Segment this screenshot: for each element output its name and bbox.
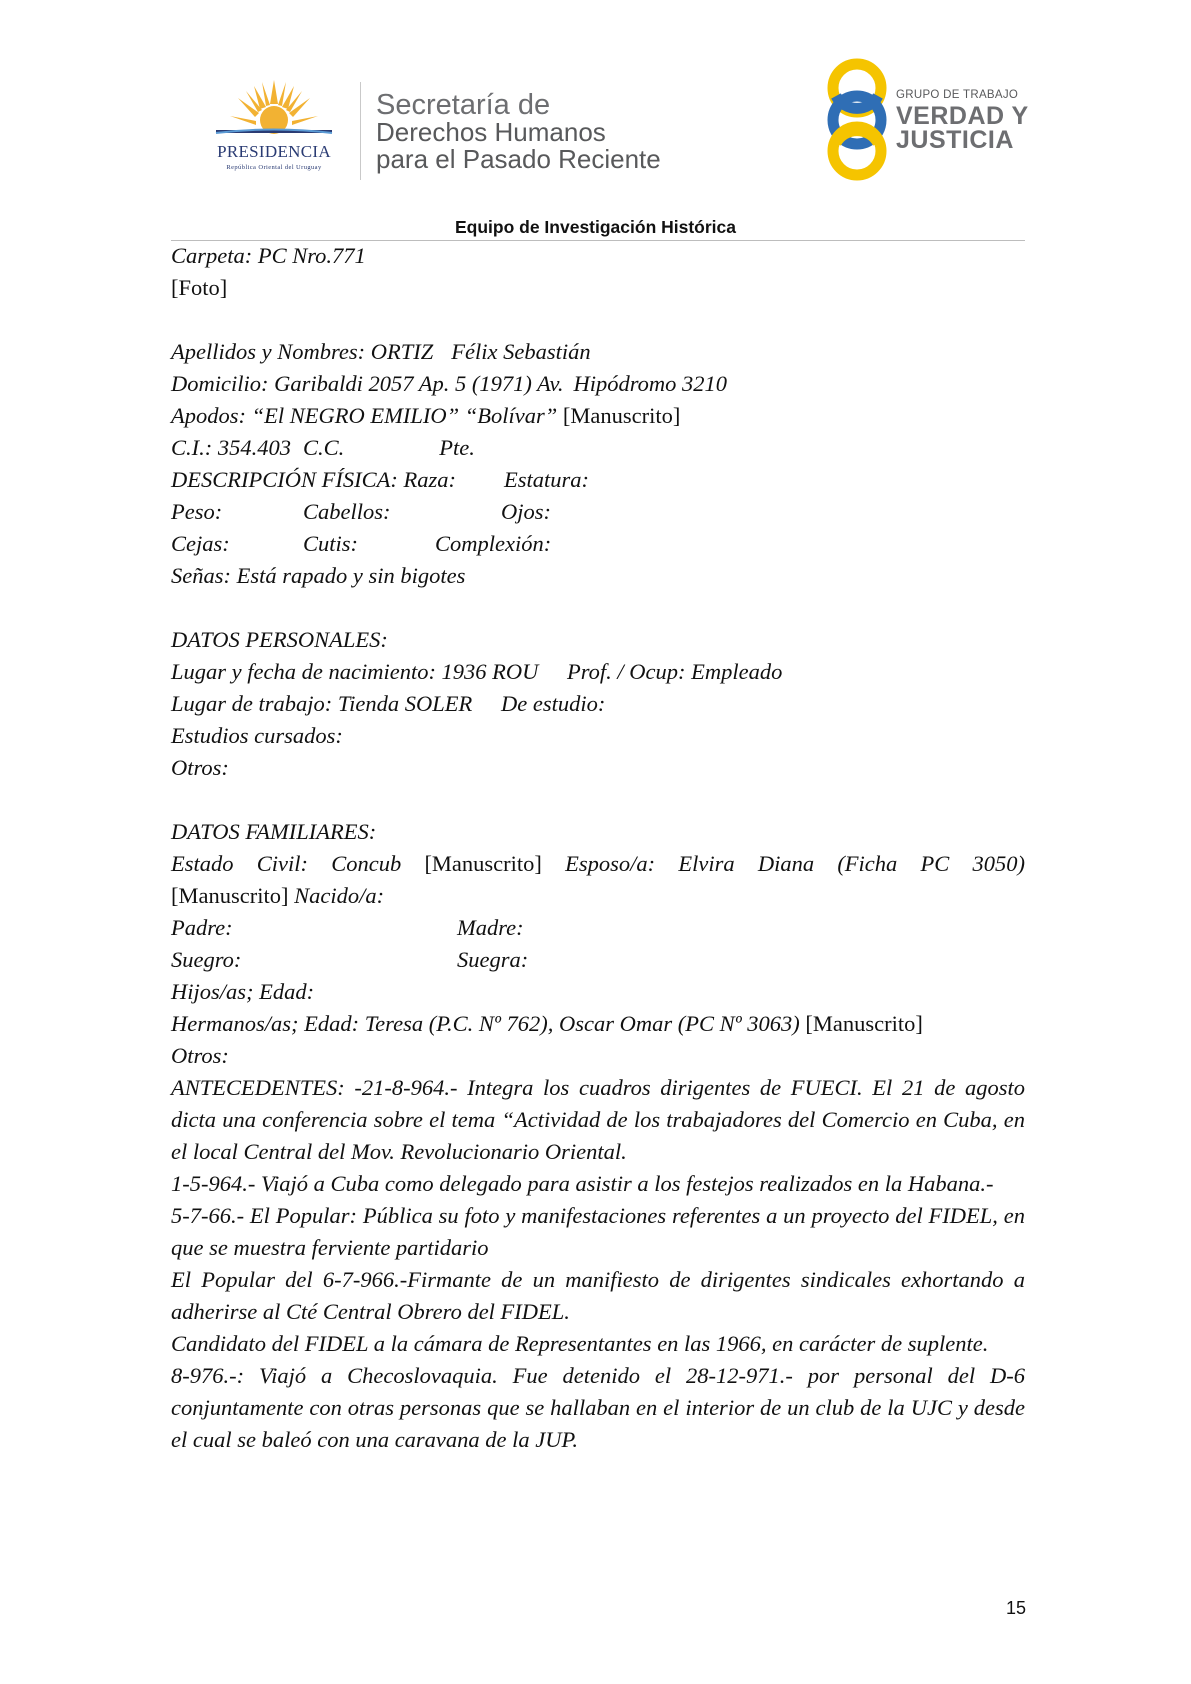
page-number: 15 bbox=[1006, 1598, 1027, 1618]
secretaria-line2: Derechos Humanos bbox=[376, 117, 606, 147]
antecedente-entry bbox=[171, 1168, 1025, 1200]
spacer bbox=[171, 784, 1025, 816]
estado-civil-text: Estado Civil: Concub bbox=[171, 851, 402, 876]
antecedente-entry bbox=[171, 1200, 1025, 1264]
apellidos-label: Apellidos y Nombres: ORTIZ bbox=[171, 339, 434, 364]
nacido-text: Nacido/a: bbox=[294, 883, 385, 908]
sun-emblem-icon bbox=[196, 80, 352, 142]
verdad-justicia-logo bbox=[822, 56, 1029, 182]
cc-text: C.C. bbox=[303, 435, 345, 460]
carpeta-line bbox=[171, 240, 1025, 272]
presidencia-title: PRESIDENCIA bbox=[217, 142, 331, 161]
suegro-line bbox=[171, 944, 1025, 976]
foto-line bbox=[171, 272, 1025, 304]
presidencia-logo bbox=[196, 80, 352, 180]
suegra-label: Suegra: bbox=[457, 947, 529, 972]
padre-line bbox=[171, 912, 1025, 944]
otros-text: Otros: bbox=[171, 755, 229, 780]
nacimiento-text: Lugar y fecha de nacimiento: 1936 ROU bbox=[171, 659, 539, 684]
spacer bbox=[171, 304, 1025, 336]
foto-text: [Foto] bbox=[171, 275, 228, 300]
antecedente-text: 8-976.-: Viajó a Checoslovaquia. Fue detenido el 28-12-971.- por personal del D-6 conjuntamente con otras personas que se hallaban en el interior de un club de la UJC y desde el cual se baleó con una caravana de la JUP. bbox=[171, 1363, 1025, 1452]
ojos-label: Ojos: bbox=[501, 499, 551, 524]
justicia-label: JUSTICIA bbox=[896, 126, 1014, 154]
record-body bbox=[171, 240, 1025, 1456]
carpeta-text: Carpeta: PC Nro.771 bbox=[171, 243, 366, 268]
secretaria-line1: Secretaría de bbox=[376, 89, 551, 121]
estado-civil-note: [Manuscrito] bbox=[424, 851, 542, 876]
antecedentes-paragraph bbox=[171, 1072, 1025, 1168]
apellidos-value: Félix Sebastián bbox=[451, 339, 591, 364]
hijos-line bbox=[171, 976, 1025, 1008]
nacido-line bbox=[171, 880, 1025, 912]
pte-text: Pte. bbox=[439, 435, 475, 460]
antecedente-entry bbox=[171, 1328, 1025, 1360]
apodos-line bbox=[171, 400, 1025, 432]
esposo-text: Esposo/a: Elvira Diana (Ficha PC 3050) bbox=[565, 851, 1025, 876]
domicilio-line bbox=[171, 368, 1025, 400]
ci-text: C.I.: 354.403 bbox=[171, 435, 291, 460]
datos-familiares-heading bbox=[171, 816, 1025, 848]
antecedente-text: 1-5-964.- Viajó a Cuba como delegado para asistir a los festejos realizados en la Habana.- bbox=[171, 1171, 994, 1196]
secretaria-line3: para el Pasado Reciente bbox=[376, 144, 661, 174]
domicilio-label: Domicilio: Garibaldi 2057 Ap. 5 (1971) Av. bbox=[171, 371, 564, 396]
domicilio-value: Hipódromo 3210 bbox=[573, 371, 728, 396]
datos-personales-heading bbox=[171, 624, 1025, 656]
estudios-text: Estudios cursados: bbox=[171, 723, 343, 748]
hermanos-text: Hermanos/as; Edad: Teresa (P.C. Nº 762), Oscar Omar (PC Nº 3063) bbox=[171, 1011, 800, 1036]
hermanos-note: [Manuscrito] bbox=[805, 1011, 923, 1036]
apodos-label: Apodos: “El NEGRO EMILIO” “Bolívar” bbox=[171, 403, 558, 428]
antecedente-text: Candidato del FIDEL a la cámara de Representantes en las 1966, en carácter de suplente. bbox=[171, 1331, 989, 1356]
cejas-line bbox=[171, 528, 1025, 560]
antecedente-text: 5-7-66.- El Popular: Pública su foto y manifestaciones referentes a un proyecto del FIDEL, en que se muestra ferviente partidario bbox=[171, 1203, 1025, 1260]
trabajo-text: Lugar de trabajo: Tienda SOLER bbox=[171, 691, 473, 716]
estado-civil-line bbox=[171, 848, 1025, 880]
ci-line bbox=[171, 432, 1025, 464]
verdad-label: VERDAD Y bbox=[896, 102, 1029, 130]
madre-label: Madre: bbox=[457, 915, 524, 940]
presidencia-subtitle: República Oriental del Uruguay bbox=[226, 164, 322, 171]
estudios-line bbox=[171, 720, 1025, 752]
cutis-label: Cutis: bbox=[303, 531, 359, 556]
datos-personales-text: DATOS PERSONALES: bbox=[171, 627, 388, 652]
team-title: Equipo de Investigación Histórica bbox=[454, 217, 737, 237]
estudio-text: De estudio: bbox=[501, 691, 606, 716]
trabajo-line bbox=[171, 688, 1025, 720]
complexion-label: Complexión: bbox=[435, 531, 552, 556]
cejas-label: Cejas: bbox=[171, 531, 230, 556]
antecedentes-text: ANTECEDENTES: -21-8-964.- Integra los cuadros dirigentes de FUECI. El 21 de agosto dicta una conferencia sobre el tema “Actividad de los trabajadores del Comercio en Cuba, en el local Central del Mov. Revolucionario Oriental. bbox=[171, 1075, 1025, 1164]
antecedente-text: El Popular del 6-7-966.-Firmante de un manifiesto de dirigentes sindicales exhortando a adherirse al Cté Central Obrero del FIDEL. bbox=[171, 1267, 1025, 1324]
descripcion-line bbox=[171, 464, 1025, 496]
otros-line bbox=[171, 752, 1025, 784]
senas-line bbox=[171, 560, 1025, 592]
hijos-text: Hijos/as; Edad: bbox=[171, 979, 315, 1004]
cabellos-label: Cabellos: bbox=[303, 499, 391, 524]
senas-text: Señas: Está rapado y sin bigotes bbox=[171, 563, 466, 588]
estatura-label: Estatura: bbox=[503, 467, 589, 492]
esposo-note: [Manuscrito] bbox=[171, 883, 289, 908]
secretaria-logo-text bbox=[376, 89, 661, 174]
otros-familiares-text: Otros: bbox=[171, 1043, 229, 1068]
hermanos-line bbox=[171, 1008, 1025, 1040]
antecedente-entry bbox=[171, 1264, 1025, 1328]
apodos-note: [Manuscrito] bbox=[562, 403, 681, 428]
otros-familiares-line bbox=[171, 1040, 1025, 1072]
antecedente-entry bbox=[171, 1360, 1025, 1456]
descripcion-label: DESCRIPCIÓN FÍSICA: Raza: bbox=[171, 467, 456, 492]
apellidos-line bbox=[171, 336, 1025, 368]
linked-rings-icon bbox=[822, 56, 892, 182]
suegro-label: Suegro: bbox=[171, 947, 242, 972]
datos-familiares-text: DATOS FAMILIARES: bbox=[171, 819, 377, 844]
profesion-text: Prof. / Ocup: Empleado bbox=[567, 659, 783, 684]
peso-line bbox=[171, 496, 1025, 528]
page-header bbox=[0, 0, 1191, 200]
spacer bbox=[171, 592, 1025, 624]
grupo-trabajo-label: GRUPO DE TRABAJO bbox=[896, 89, 1019, 101]
padre-label: Padre: bbox=[171, 915, 233, 940]
logo-divider bbox=[360, 82, 361, 180]
peso-label: Peso: bbox=[171, 499, 223, 524]
nacimiento-line bbox=[171, 656, 1025, 688]
